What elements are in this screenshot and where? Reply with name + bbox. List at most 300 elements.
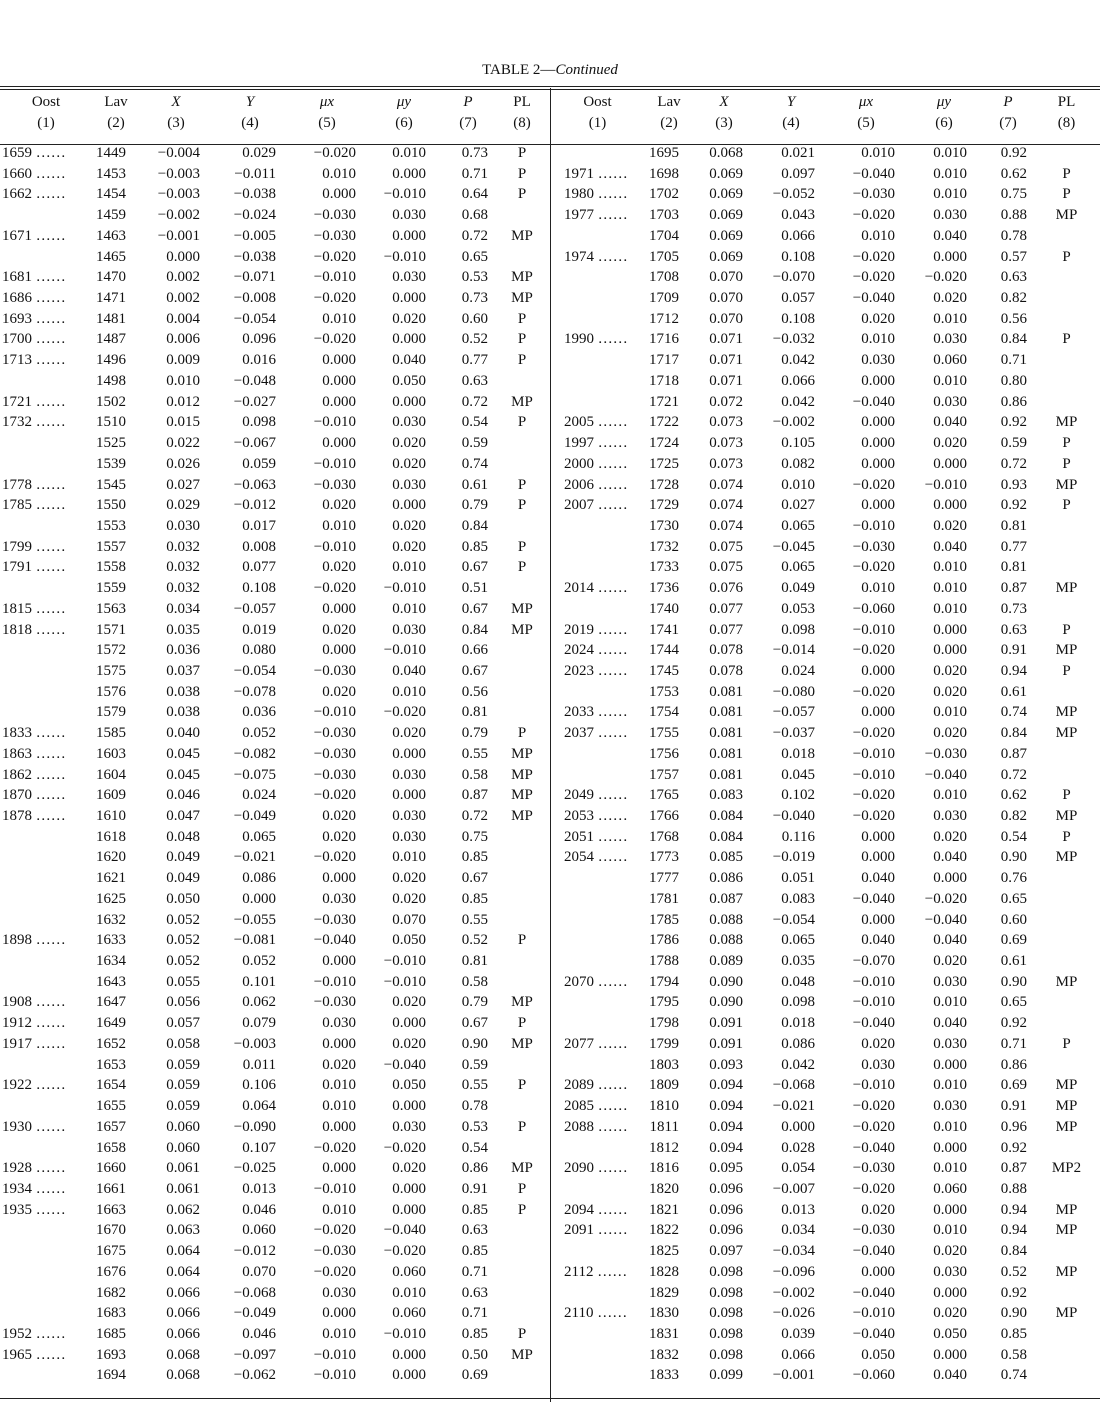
table-cell: 0.020: [322, 808, 356, 824]
table-cell: 0.059: [166, 1077, 200, 1094]
table-cell: MP: [1055, 725, 1078, 742]
table-cell: −0.057: [772, 704, 815, 721]
table-cell: −0.055: [233, 911, 276, 928]
table-cell: −0.030: [852, 538, 895, 555]
table-cell: 1470: [96, 269, 126, 286]
table-cell: 1781: [649, 890, 679, 907]
table-cell: 0.000: [933, 248, 967, 265]
table-cell: 1878 ……: [2, 808, 66, 824]
table-cell: 0.010: [933, 1077, 967, 1094]
table-cell: 1730: [649, 517, 679, 534]
table-cell: 1685: [96, 1325, 126, 1342]
table-cell: 1744: [649, 642, 679, 659]
table-cell: P: [517, 1201, 527, 1218]
table-cell: 0.000: [861, 435, 895, 452]
table-cell: 1703: [649, 207, 679, 224]
column-header: Y: [786, 94, 796, 110]
table-row: [0, 1158, 1100, 1179]
table-cell: 0.050: [933, 1325, 967, 1342]
table-cell: 0.020: [933, 683, 967, 700]
table-cell: 0.77: [1000, 538, 1027, 555]
table-row: [0, 1220, 1100, 1241]
table-cell: 0.040: [933, 538, 967, 555]
table-cell: [0, 516, 92, 537]
table-cell: 0.000: [392, 290, 426, 307]
table-cell: −0.010: [313, 704, 356, 721]
table-row: [0, 1138, 1100, 1159]
table-cell: 0.069: [709, 227, 743, 244]
column-header: Lav: [657, 94, 681, 110]
table-cell: 0.062: [166, 1201, 200, 1218]
table-cell: 0.055: [166, 973, 200, 990]
table-cell: −0.008: [233, 290, 276, 307]
table-cell: 0.052: [242, 953, 276, 970]
table-cell: [1033, 1055, 1100, 1076]
table-cell: 0.59: [461, 435, 488, 452]
table-cell: 1660: [96, 1160, 126, 1177]
table-cell: −0.078: [233, 683, 276, 700]
table-cell: −0.020: [852, 1098, 895, 1115]
table-cell: 1539: [96, 455, 126, 472]
table-row: [0, 599, 1100, 620]
table-cell: −0.012: [233, 497, 276, 514]
table-cell: −0.020: [924, 269, 967, 286]
table-cell: [550, 1013, 645, 1034]
table-cell: 2019 ……: [564, 621, 628, 638]
table-cell: −0.012: [233, 1243, 276, 1260]
table-cell: 0.093: [709, 1056, 743, 1073]
table-cell: 1965 ……: [2, 1346, 66, 1363]
table-cell: −0.054: [233, 662, 276, 679]
table-cell: 2070 ……: [564, 973, 628, 990]
table-cell: 0.52: [461, 932, 488, 949]
table-cell: 1553: [96, 517, 126, 534]
table-cell: 0.040: [933, 932, 967, 949]
table-cell: −0.030: [852, 186, 895, 203]
table-cell: 0.105: [781, 435, 815, 452]
table-cell: −0.040: [852, 890, 895, 907]
table-cell: 0.036: [242, 704, 276, 721]
table-cell: 0.50: [461, 1346, 488, 1363]
table-cell: 0.000: [861, 372, 895, 389]
table-cell: 2053 ……: [564, 808, 628, 824]
table-cell: 0.020: [392, 455, 426, 472]
table-cell: [0, 847, 92, 868]
table-cell: [494, 1283, 550, 1304]
table-cell: −0.021: [772, 1098, 815, 1115]
table-row: [0, 226, 1100, 247]
table-cell: 1525: [96, 435, 126, 452]
table-cell: [550, 744, 645, 765]
table-cell: 0.035: [166, 621, 200, 638]
table-cell: −0.002: [772, 414, 815, 431]
column-number: (2): [660, 115, 678, 131]
table-cell: 1487: [96, 331, 126, 348]
table-cell: [550, 557, 645, 578]
table-cell: 0.050: [392, 1077, 426, 1094]
table-cell: 0.67: [461, 600, 488, 617]
table-cell: 0.62: [1000, 787, 1027, 804]
table-cell: 2077 ……: [564, 1035, 628, 1052]
table-cell: −0.020: [313, 1222, 356, 1239]
table-cell: MP: [511, 600, 533, 617]
table-cell: −0.010: [852, 621, 895, 638]
table-cell: 1773: [649, 849, 679, 866]
table-cell: 0.021: [781, 145, 815, 161]
table-cell: 1811: [649, 1118, 679, 1135]
table-cell: 1643: [96, 973, 126, 990]
table-cell: 0.077: [709, 600, 743, 617]
table-row: [0, 1303, 1100, 1324]
table-cell: −0.090: [233, 1118, 276, 1135]
table-cell: 0.010: [933, 787, 967, 804]
table-cell: −0.040: [852, 1015, 895, 1032]
table-cell: 0.92: [1000, 1139, 1027, 1156]
table-cell: 1545: [96, 476, 126, 493]
table-cell: 0.020: [392, 435, 426, 452]
table-cell: 0.090: [709, 994, 743, 1011]
table-cell: 0.000: [861, 455, 895, 472]
table-cell: 0.042: [781, 352, 815, 369]
table-cell: P: [1062, 165, 1071, 182]
table-cell: 0.000: [861, 911, 895, 928]
table-cell: 0.088: [709, 932, 743, 949]
table-cell: 0.022: [166, 435, 200, 452]
table-cell: 0.073: [709, 435, 743, 452]
table-cell: MP: [511, 1160, 533, 1177]
table-cell: −0.020: [852, 476, 895, 493]
table-cell: [550, 1283, 645, 1304]
table-row: [0, 537, 1100, 558]
table-cell: MP: [511, 621, 533, 638]
table-cell: 0.71: [461, 1305, 488, 1322]
table-cell: 0.060: [933, 352, 967, 369]
table-cell: 0.010: [322, 165, 356, 182]
table-cell: 0.064: [166, 1243, 200, 1260]
table-cell: 0.097: [709, 1243, 743, 1260]
table-cell: 0.67: [461, 870, 488, 887]
table-cell: 0.030: [392, 621, 426, 638]
table-cell: 1618: [96, 828, 126, 845]
table-cell: 0.81: [1000, 517, 1027, 534]
column-number: (7): [459, 115, 477, 131]
table-cell: 2112 ……: [564, 1263, 628, 1280]
table-cell: 0.040: [166, 725, 200, 742]
table-cell: 0.010: [933, 310, 967, 327]
table-cell: 0.079: [242, 1015, 276, 1032]
data-table: [0, 92, 1100, 1386]
table-caption: [0, 62, 1100, 79]
table-cell: 0.010: [933, 580, 967, 597]
table-cell: −0.010: [313, 269, 356, 286]
table-cell: −0.021: [233, 849, 276, 866]
table-cell: 0.030: [933, 808, 967, 824]
table-cell: [494, 972, 550, 993]
table-cell: 0.72: [461, 393, 488, 410]
table-cell: −0.034: [772, 1243, 815, 1260]
table-cell: 1713 ……: [2, 352, 66, 369]
table-cell: 0.54: [1000, 828, 1027, 845]
table-cell: 1798: [649, 1015, 679, 1032]
table-cell: 0.066: [781, 372, 815, 389]
table-cell: 2090 ……: [564, 1160, 628, 1177]
table-cell: −0.063: [233, 476, 276, 493]
table-cell: 1934 ……: [2, 1180, 66, 1197]
table-cell: P: [1062, 497, 1071, 514]
table-cell: MP: [511, 808, 533, 824]
table-cell: 0.038: [166, 704, 200, 721]
table-cell: 0.040: [933, 1015, 967, 1032]
table-cell: [550, 309, 645, 330]
table-cell: 0.000: [861, 414, 895, 431]
table-cell: 0.000: [322, 1160, 356, 1177]
table-cell: 1698: [649, 165, 679, 182]
column-header: P: [463, 94, 473, 110]
table-cell: 0.075: [709, 538, 743, 555]
column-header: PL: [1057, 94, 1076, 110]
table-cell: MP: [1055, 1118, 1078, 1135]
table-cell: −0.080: [772, 683, 815, 700]
table-cell: 0.020: [322, 1056, 356, 1073]
table-cell: [1033, 1138, 1100, 1159]
table-cell: [494, 661, 550, 682]
table-cell: −0.002: [157, 207, 200, 224]
table-cell: 0.010: [933, 145, 967, 161]
table-cell: 0.057: [166, 1015, 200, 1032]
table-cell: −0.010: [383, 1325, 426, 1342]
table-cell: 1563: [96, 600, 126, 617]
table-cell: 0.020: [933, 1305, 967, 1322]
table-cell: −0.010: [313, 973, 356, 990]
table-cell: 1803: [649, 1056, 679, 1073]
column-header: P: [1003, 94, 1013, 110]
table-cell: MP: [1055, 704, 1078, 721]
table-cell: −0.060: [852, 600, 895, 617]
table-cell: 0.000: [322, 642, 356, 659]
table-cell: 0.71: [1000, 352, 1027, 369]
table-cell: 1498: [96, 372, 126, 389]
table-cell: 0.084: [709, 808, 743, 824]
table-cell: −0.040: [852, 1139, 895, 1156]
table-row: [0, 847, 1100, 868]
table-cell: 0.78: [1000, 227, 1027, 244]
table-cell: 0.94: [1000, 1222, 1027, 1239]
table-cell: −0.010: [313, 414, 356, 431]
table-cell: 0.040: [392, 352, 426, 369]
table-cell: 0.030: [322, 890, 356, 907]
table-cell: [0, 1303, 92, 1324]
table-cell: 0.000: [861, 1263, 895, 1280]
table-cell: 0.088: [709, 911, 743, 928]
table-cell: MP: [1055, 580, 1078, 597]
table-cell: −0.020: [852, 642, 895, 659]
table-row: [0, 868, 1100, 889]
table-cell: P: [517, 145, 527, 161]
table-cell: 0.61: [461, 476, 488, 493]
table-cell: 1502: [96, 393, 126, 410]
table-cell: 0.010: [781, 476, 815, 493]
table-cell: 0.000: [392, 1201, 426, 1218]
table-cell: [0, 247, 92, 268]
table-cell: [494, 1096, 550, 1117]
table-cell: −0.020: [383, 1139, 426, 1156]
table-cell: [1033, 537, 1100, 558]
table-cell: 0.84: [1000, 725, 1027, 742]
column-number: (5): [318, 115, 336, 131]
table-cell: 0.000: [933, 870, 967, 887]
table-cell: 0.063: [166, 1222, 200, 1239]
table-row: [0, 723, 1100, 744]
table-cell: 0.78: [461, 1098, 488, 1115]
table-cell: 1833: [649, 1367, 679, 1384]
table-cell: 2054 ……: [564, 849, 628, 866]
table-cell: MP: [511, 393, 533, 410]
table-row: [0, 247, 1100, 268]
table-row: [0, 930, 1100, 951]
table-cell: [494, 1138, 550, 1159]
table-cell: 0.034: [781, 1222, 815, 1239]
table-cell: 0.010: [933, 1160, 967, 1177]
table-cell: −0.020: [852, 808, 895, 824]
table-cell: 0.020: [392, 310, 426, 327]
table-cell: 0.030: [861, 352, 895, 369]
table-cell: −0.030: [924, 745, 967, 762]
table-cell: 0.000: [933, 455, 967, 472]
table-cell: 0.010: [166, 372, 200, 389]
table-cell: 0.030: [392, 269, 426, 286]
table-cell: 1917 ……: [2, 1035, 66, 1052]
table-cell: −0.068: [233, 1284, 276, 1301]
table-cell: [1033, 744, 1100, 765]
table-cell: 0.090: [709, 973, 743, 990]
table-cell: 0.046: [166, 787, 200, 804]
table-cell: P: [1062, 662, 1071, 679]
column-header: X: [719, 94, 729, 110]
table-cell: P: [517, 538, 527, 555]
table-cell: 0.85: [461, 538, 488, 555]
table-cell: 1990 ……: [564, 331, 628, 348]
table-cell: 0.020: [392, 517, 426, 534]
table-cell: MP: [1055, 1305, 1078, 1322]
table-cell: −0.020: [313, 1263, 356, 1280]
table-cell: 0.000: [861, 704, 895, 721]
table-cell: [1033, 1345, 1100, 1366]
table-cell: P: [517, 331, 527, 348]
table-cell: 0.040: [933, 849, 967, 866]
table-cell: 0.066: [166, 1284, 200, 1301]
table-cell: [0, 661, 92, 682]
table-cell: −0.054: [233, 310, 276, 327]
table-cell: 0.071: [709, 331, 743, 348]
table-cell: 0.027: [166, 476, 200, 493]
table-header: [0, 92, 1100, 133]
table-cell: 0.002: [166, 290, 200, 307]
table-row: [0, 951, 1100, 972]
table-cell: 0.106: [242, 1077, 276, 1094]
table-cell: 1722: [649, 414, 679, 431]
table-cell: 0.030: [933, 1035, 967, 1052]
table-cell: 1557: [96, 538, 126, 555]
table-cell: 1732 ……: [2, 414, 66, 431]
table-cell: [550, 537, 645, 558]
table-cell: 0.081: [709, 725, 743, 742]
table-cell: 0.060: [392, 1305, 426, 1322]
table-cell: 0.010: [861, 227, 895, 244]
table-cell: 0.070: [242, 1263, 276, 1280]
table-cell: 0.91: [1000, 1098, 1027, 1115]
table-cell: 1620: [96, 849, 126, 866]
table-cell: 0.116: [781, 828, 815, 845]
table-cell: −0.049: [233, 808, 276, 824]
table-cell: 0.55: [461, 911, 488, 928]
table-cell: MP: [1055, 207, 1078, 224]
table-cell: [550, 1365, 645, 1386]
table-cell: MP: [1055, 414, 1078, 431]
table-cell: [1033, 599, 1100, 620]
table-cell: 1928 ……: [2, 1160, 66, 1177]
table-cell: 0.074: [709, 517, 743, 534]
table-cell: 2110 ……: [564, 1305, 628, 1322]
table-cell: −0.010: [383, 973, 426, 990]
table-cell: 0.071: [709, 352, 743, 369]
table-cell: 0.069: [709, 186, 743, 203]
table-row: [0, 972, 1100, 993]
table-cell: 1809: [649, 1077, 679, 1094]
table-cell: [1033, 557, 1100, 578]
table-cell: [0, 1055, 92, 1076]
table-cell: 1828: [649, 1263, 679, 1280]
table-cell: −0.040: [924, 911, 967, 928]
table-cell: 1647: [96, 994, 126, 1011]
table-cell: 0.030: [166, 517, 200, 534]
table-cell: 1754: [649, 704, 679, 721]
table-cell: −0.057: [233, 600, 276, 617]
table-cell: [494, 1055, 550, 1076]
table-cell: 0.095: [709, 1160, 743, 1177]
table-cell: 1693: [96, 1346, 126, 1363]
table-cell: 0.53: [461, 1118, 488, 1135]
table-cell: −0.001: [157, 227, 200, 244]
table-cell: P: [517, 414, 527, 431]
table-cell: −0.010: [383, 953, 426, 970]
table-cell: 0.000: [933, 497, 967, 514]
table-cell: P: [517, 1180, 527, 1197]
table-cell: [1033, 288, 1100, 309]
table-cell: 1603: [96, 745, 126, 762]
table-cell: 0.017: [242, 517, 276, 534]
table-cell: −0.010: [852, 517, 895, 534]
table-cell: 1757: [649, 766, 679, 783]
table-cell: 1609: [96, 787, 126, 804]
table-cell: 1732: [649, 538, 679, 555]
column-number: (7): [999, 115, 1017, 131]
table-cell: 1716: [649, 331, 679, 348]
table-cell: 1974 ……: [564, 248, 628, 265]
table-cell: P: [1062, 787, 1071, 804]
table-cell: 1832: [649, 1346, 679, 1363]
table-cell: 0.020: [322, 559, 356, 576]
table-cell: −0.040: [852, 393, 895, 410]
table-cell: [550, 889, 645, 910]
table-cell: 0.000: [322, 953, 356, 970]
table-row: [0, 371, 1100, 392]
table-cell: [1033, 1365, 1100, 1386]
table-row: [0, 309, 1100, 330]
table-cell: 0.073: [709, 414, 743, 431]
table-cell: −0.020: [852, 683, 895, 700]
table-cell: 1799 ……: [2, 538, 66, 555]
table-cell: 0.073: [709, 455, 743, 472]
